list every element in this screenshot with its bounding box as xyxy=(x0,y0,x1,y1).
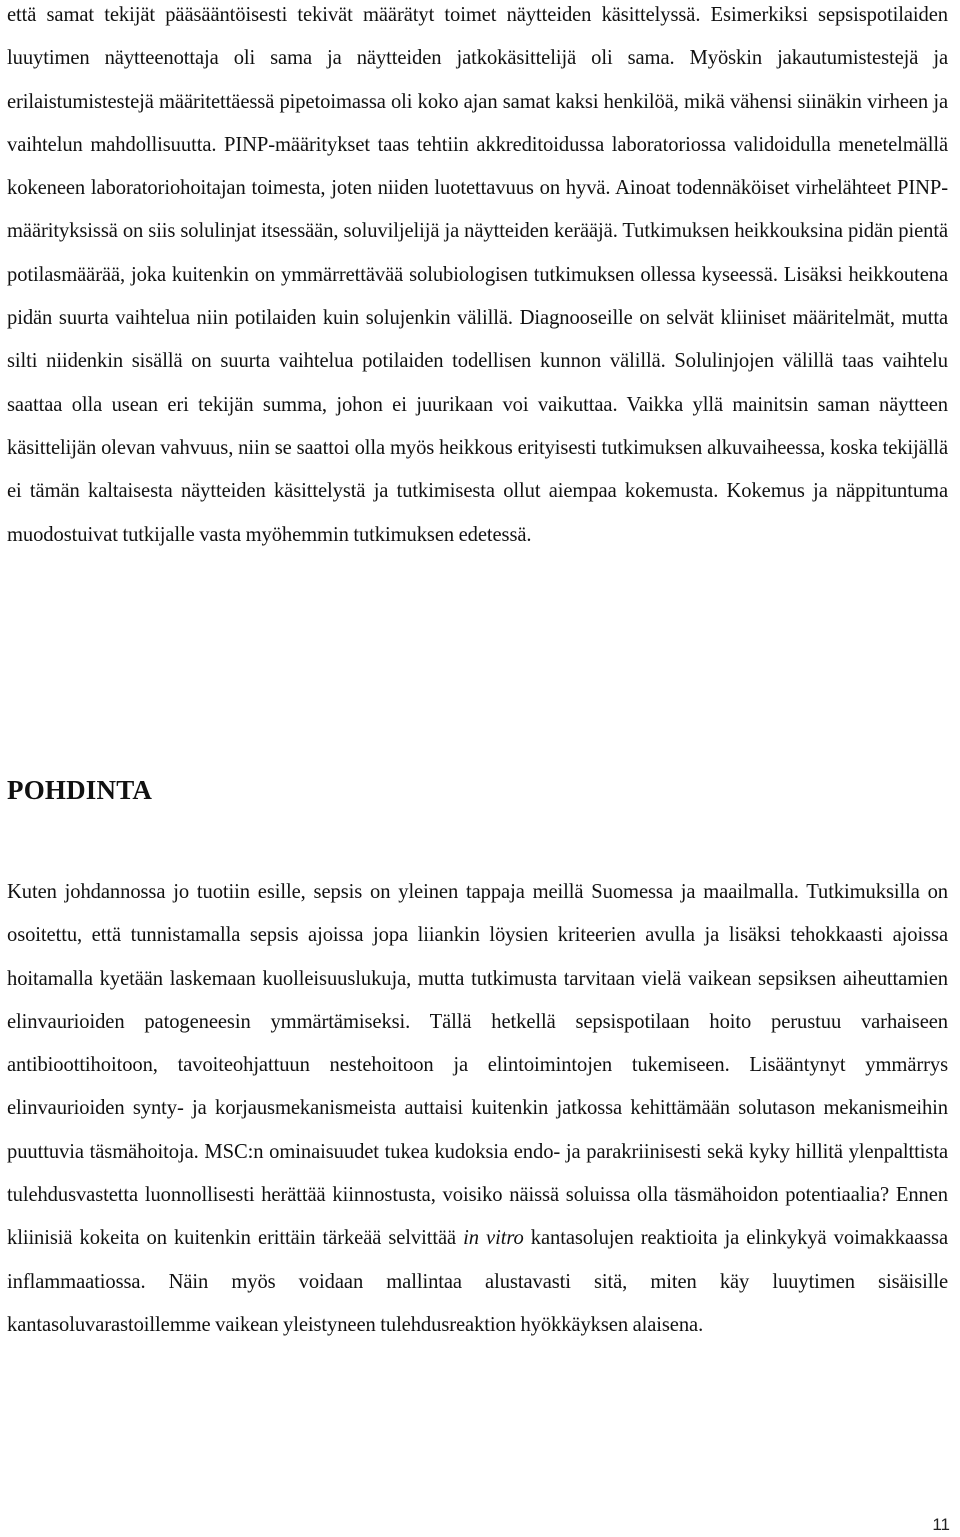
page-number: 11 xyxy=(932,1515,950,1534)
paragraph-2-text-end: kantasolujen reaktioita ja elinkykyä voimakkaassa inflammaatiossa. Näin myös voidaan mallintaa alustavasti sitä, miten käy luuytimen sisäisille kantasoluvarastoillemme vaikean yleistyneen tulehdusreaktion hyökkäyksen alaisena. xyxy=(7,1227,948,1336)
paragraph-2-text-start: Kuten johdannossa jo tuotiin esille, sepsis on yleinen tappaja meillä Suomessa ja maailmalla. Tutkimuksilla on osoitettu, että tunnistamalla sepsis ajoissa jopa liiankin löysien kriteerien avulla ja lisäksi tehokkaasti ajoissa hoitamalla kyetään laskemaan kuolleisuuslukuja, mutta tutkimusta tarvitaan vielä vaikean sepsiksen aiheuttamien elinvaurioiden patogeneesin ymmärtämiseksi. Tällä hetkellä sepsispotilaan hoito perustuu varhaiseen antibioottihoitoon, tavoiteohjattuun nestehoitoon ja elintoimintojen tukemiseen. Lisääntynyt ymmärrys elinvaurioiden synty- ja korjausmekanismeista auttaisi kuitenkin jatkossa kehittämään solutason mekanismeihin puuttuvia täsmähoitoja. MSC:n ominaisuudet tukea kudoksia endo- ja parakriinisesti sekä kyky hillitä ylenpalttista tulehdusvastetta luonnollisesti herättää kiinnostusta, voisiko näissä soluissa olla täsmähoidon potentiaalia? Ennen kliinisiä kokeita on kuitenkin erittäin tärkeää selvittää xyxy=(7,881,948,1250)
italic-term-in-vitro: in vitro xyxy=(463,1227,524,1250)
body-paragraph-2 xyxy=(7,871,948,1347)
section-heading: POHDINTA xyxy=(7,775,153,805)
body-paragraph-1: että samat tekijät pääsääntöisesti tekivät määrätyt toimet näytteiden käsittelyssä. Esimerkiksi sepsispotilaiden luuytimen näytteenottaja oli sama ja näytteiden jatkokäsittelijä oli sama. Myöskin jakautumistestejä ja erilaistumistestejä määritettäessä pipetoimassa oli koko ajan samat kaksi henkilöä, mikä vähensi siinäkin virheen ja vaihtelun mahdollisuutta. PINP-määritykset taas tehtiin akkreditoidussa laboratoriossa validoidulla menetelmällä kokeneen laboratoriohoitajan toimesta, joten niiden luotettavuus on hyvä. Ainoat todennäköiset virhelähteet PINP-määrityksissä on siis solulinjat itsessään, soluviljelijä ja näytteiden kerääjä. Tutkimuksen heikkouksina pidän pientä potilasmäärää, joka kuitenkin on ymmärrettävää solubiologisen tutkimuksen ollessa kyseessä. Lisäksi heikkoutena pidän suurta vaihtelua niin potilaiden kuin solujenkin välillä. Diagnooseille on selvät kliiniset määritelmät, mutta silti niidenkin sisällä on suurta vaihtelua potilaiden todellisen kunnon välillä. Solulinjojen välillä taas vaihtelu saattaa olla usean eri tekijän summa, johon ei juurikaan voi vaikuttaa. Vaikka yllä mainitsin saman näytteen käsittelijän olevan vahvuus, niin se saattoi olla myös heikkous erityisesti tutkimuksen alkuvaiheessa, koska tekijällä ei tämän kaltaisesta näytteiden käsittelystä ja tutkimisesta ollut aiempaa kokemusta. Kokemus ja näppituntuma muodostuivat tutkijalle vasta myöhemmin tutkimuksen edetessä. xyxy=(7,4,948,546)
